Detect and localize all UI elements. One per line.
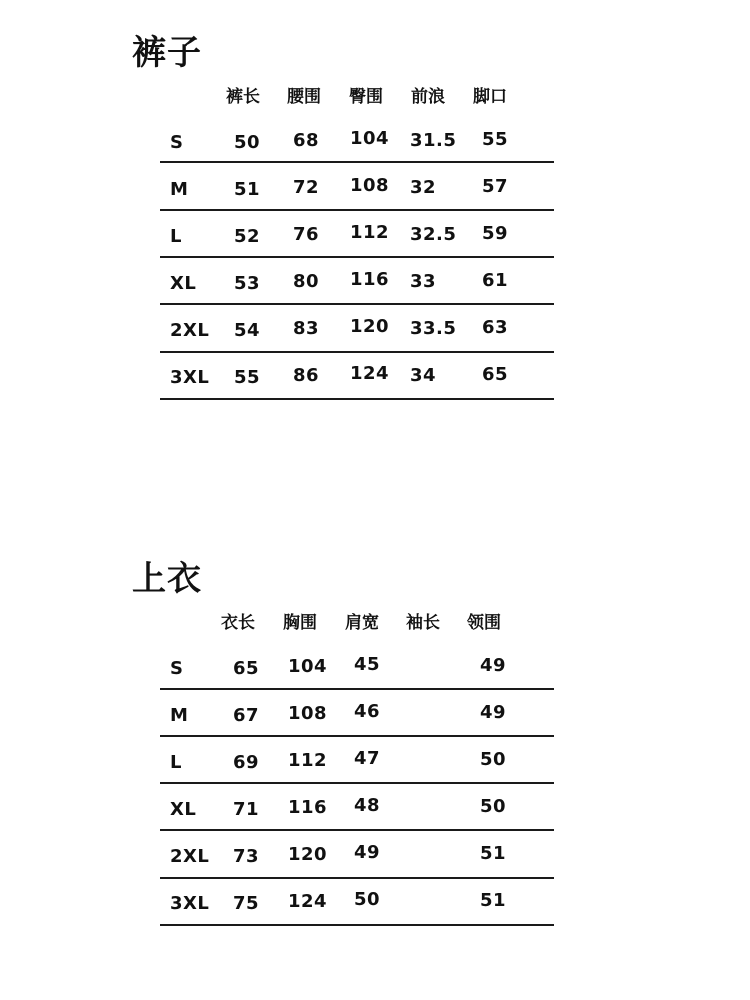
table-cell: 73 [233,846,260,867]
size-label: 3XL [170,893,210,914]
row-divider [160,303,554,305]
table-cell: 57 [482,176,509,197]
table-cell: 45 [354,654,381,675]
size-label: XL [170,273,197,294]
table-row [160,879,554,926]
table-cell: 49 [480,702,507,723]
table-row [160,832,554,879]
table-row [160,738,554,785]
table-row [160,165,554,212]
top-header-shoulder: 肩宽 [345,613,379,633]
top-header-length: 衣长 [221,613,255,633]
table-row [160,353,554,400]
table-cell: 47 [354,748,381,769]
table-cell: 55 [482,129,509,150]
table-cell: 71 [233,799,260,820]
size-label: 3XL [170,367,210,388]
size-label: M [170,705,189,726]
table-cell: 116 [350,269,390,290]
table-row [160,691,554,738]
table-cell: 124 [288,891,328,912]
table-cell: 53 [234,273,261,294]
table-cell: 46 [354,701,381,722]
table-cell: 59 [482,223,509,244]
table-cell: 69 [233,752,260,773]
table-cell: 50 [480,749,507,770]
table-cell: 124 [350,363,390,384]
size-label: L [170,752,182,773]
top-header-chest: 胸围 [283,613,317,633]
size-label: XL [170,799,197,820]
pants-header-rise: 前浪 [411,87,445,107]
table-cell: 52 [234,226,261,247]
row-divider [160,209,554,211]
size-label: S [170,132,184,153]
table-cell: 50 [480,796,507,817]
table-row [160,306,554,353]
table-cell: 48 [354,795,381,816]
size-label: 2XL [170,320,210,341]
pants-header-length: 裤长 [226,87,260,107]
row-divider [160,924,554,926]
table-cell: 116 [288,797,328,818]
row-divider [160,161,554,163]
size-label: M [170,179,189,200]
table-cell: 104 [350,128,390,149]
table-cell: 55 [234,367,261,388]
table-row [160,785,554,832]
table-cell: 51 [234,179,261,200]
table-cell: 50 [234,132,261,153]
table-cell: 83 [293,318,320,339]
table-cell: 49 [480,655,507,676]
table-cell: 33 [410,271,437,292]
top-header-sleeve: 袖长 [406,613,440,633]
table-cell: 112 [350,222,390,243]
row-divider [160,398,554,400]
table-cell: 32 [410,177,437,198]
table-cell: 63 [482,317,509,338]
table-cell: 120 [288,844,328,865]
table-cell: 75 [233,893,260,914]
table-cell: 65 [233,658,260,679]
table-row [160,644,554,691]
pants-header-hip: 臀围 [349,87,383,107]
size-label: L [170,226,182,247]
table-cell: 32.5 [410,224,457,245]
table-cell: 80 [293,271,320,292]
table-cell: 65 [482,364,509,385]
table-row [160,118,554,165]
table-cell: 104 [288,656,328,677]
pants-title: 裤子 [132,33,202,73]
table-cell: 31.5 [410,130,457,151]
table-cell: 33.5 [410,318,457,339]
row-divider [160,688,554,690]
table-cell: 86 [293,365,320,386]
top-header-collar: 领围 [467,613,501,633]
pants-header-hem: 脚口 [473,87,507,107]
table-cell: 34 [410,365,437,386]
table-row [160,212,554,259]
table-cell: 51 [480,843,507,864]
table-row [160,259,554,306]
table-cell: 68 [293,130,320,151]
table-cell: 76 [293,224,320,245]
table-cell: 120 [350,316,390,337]
table-cell: 112 [288,750,328,771]
top-title: 上衣 [132,559,202,599]
size-label: 2XL [170,846,210,867]
table-cell: 54 [234,320,261,341]
table-cell: 67 [233,705,260,726]
size-label: S [170,658,184,679]
table-cell: 72 [293,177,320,198]
table-cell: 108 [288,703,328,724]
table-cell: 50 [354,889,381,910]
table-cell: 49 [354,842,381,863]
row-divider [160,256,554,258]
row-divider [160,782,554,784]
table-cell: 108 [350,175,390,196]
pants-header-waist: 腰围 [287,87,321,107]
table-cell: 51 [480,890,507,911]
row-divider [160,735,554,737]
table-cell: 61 [482,270,509,291]
row-divider [160,829,554,831]
